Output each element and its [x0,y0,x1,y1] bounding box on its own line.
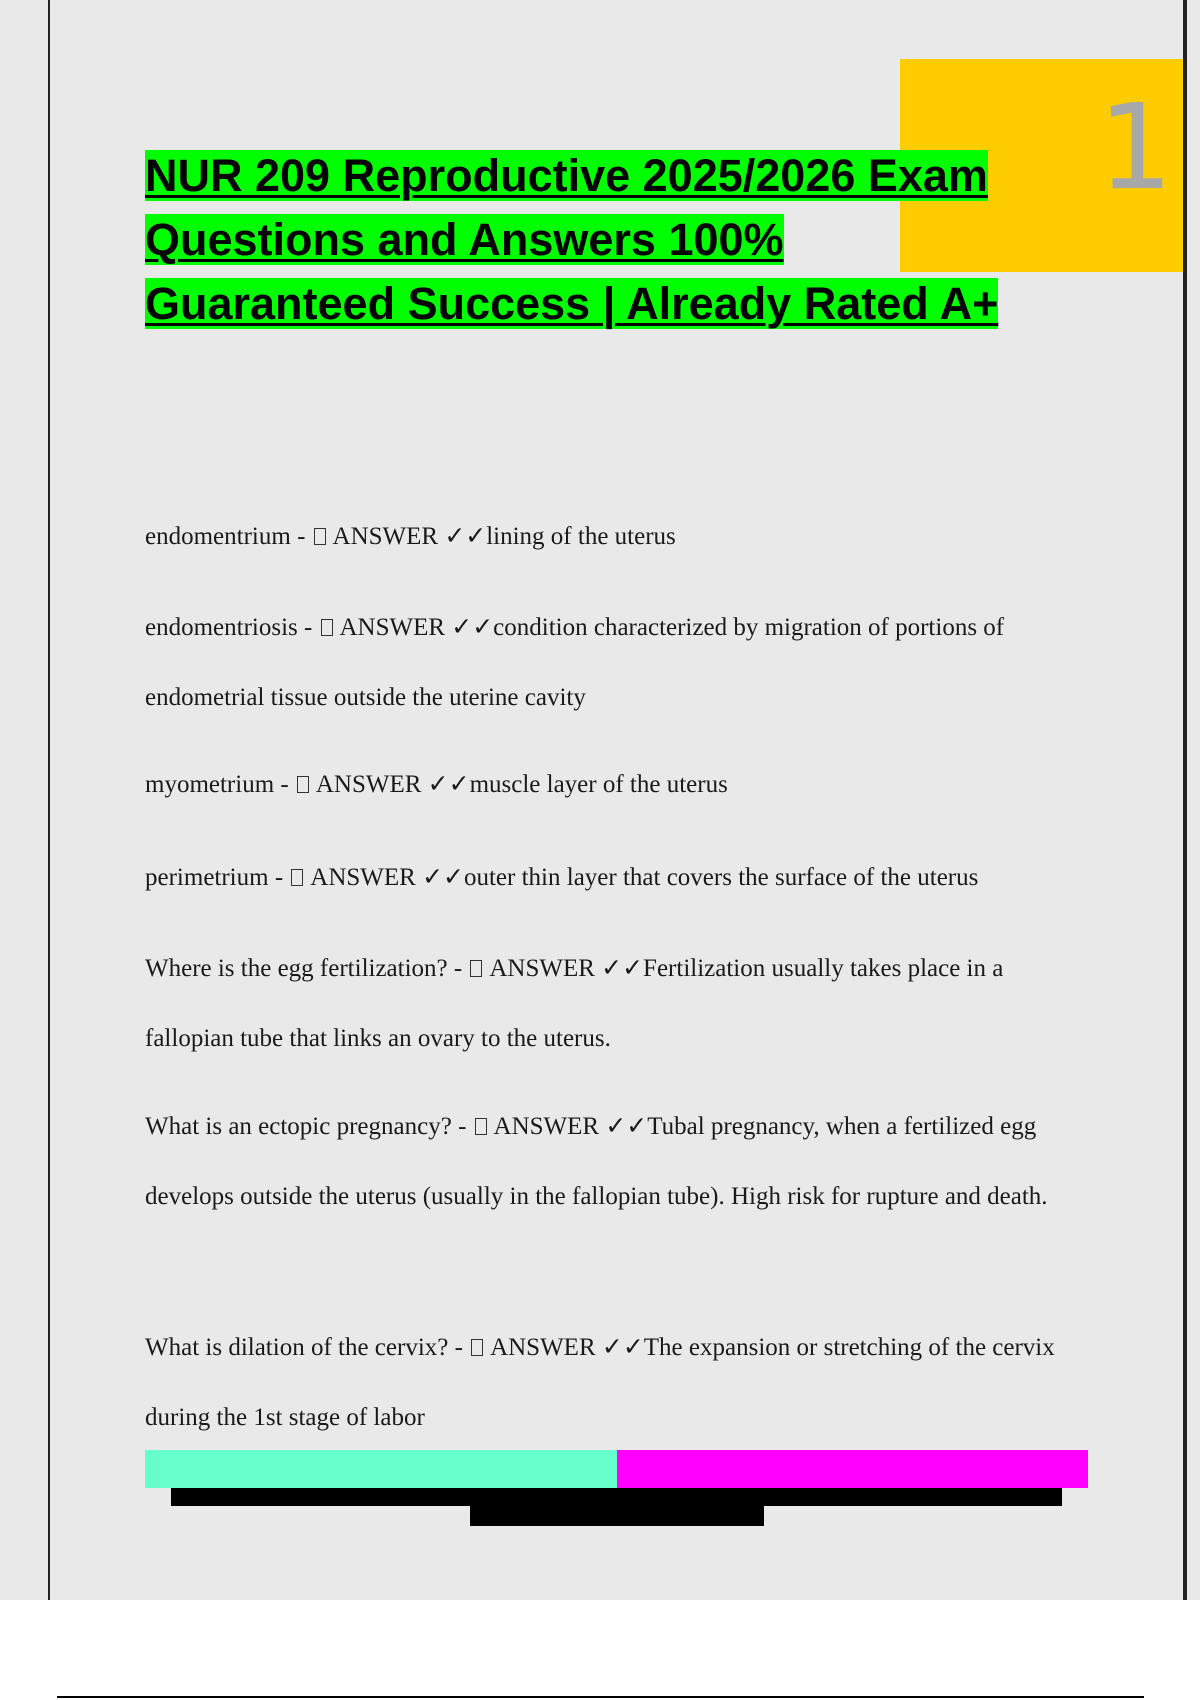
qa-answer: outer thin layer that covers the surface of the uterus [463,864,979,891]
answer-label: ANSWER ✓✓ [332,523,487,550]
qa-entry [145,1092,1090,1232]
missing-glyph-box-icon [471,1339,483,1356]
qa-entry [145,750,1090,820]
title-line-2: Questions and Answers 100% [145,214,784,265]
qa-term: What is dilation of the cervix? [145,1334,449,1361]
document-title [145,144,1085,336]
qa-term: endomentrium [145,523,291,550]
answer-separator: - [454,1334,470,1361]
answer-label: ANSWER ✓✓ [489,955,644,982]
qa-entry [145,934,1090,1074]
missing-glyph-box-icon [470,960,482,977]
footer-bar-magenta [617,1450,1088,1488]
answer-separator: - [274,864,290,891]
qa-answer: condition characterized by migration of portions of endometrial tissue outside the uterine cavity [145,614,1005,711]
answer-label: ANSWER ✓✓ [490,1334,644,1361]
title-line-3: Guaranteed Success | Already Rated A+ [145,278,999,329]
qa-entry [145,843,1090,913]
answer-separator: - [280,771,295,798]
title-line-1: NUR 209 Reproductive 2025/2026 Exam [145,150,988,201]
answer-separator: - [453,955,469,982]
answer-separator: - [297,523,312,550]
qa-entry [145,593,1090,733]
page-left-border [48,0,50,1600]
qa-term: Where is the egg fertilization? [145,955,448,982]
answer-label: ANSWER ✓✓ [493,1113,648,1140]
answer-label: ANSWER ✓✓ [310,864,464,891]
answer-separator: - [458,1113,473,1140]
answer-label: ANSWER ✓✓ [339,614,494,641]
qa-term: myometrium [145,771,275,798]
page-number: 1 [1098,78,1174,216]
qa-answer: Fertilization usually takes place in a fallopian tube that links an ovary to the uterus. [145,955,1004,1052]
qa-answer: Tubal pregnancy, when a fertilized egg develops outside the uterus (usually in the fallopian tube). High risk for rupture and death. [145,1113,1048,1210]
missing-glyph-box-icon [291,869,303,886]
qa-term: perimetrium [145,864,269,891]
qa-term: What is an ectopic pregnancy? [145,1113,452,1140]
missing-glyph-box-icon [314,528,326,545]
footer-bar-black-narrow [470,1506,764,1526]
page-right-border [1183,0,1187,1600]
qa-term: endomentriosis [145,614,298,641]
qa-answer: The expansion or stretching of the cervix during the 1st stage of labor [145,1334,1055,1431]
answer-label: ANSWER ✓✓ [315,771,470,798]
missing-glyph-box-icon [475,1118,487,1135]
bottom-rule [57,1696,1144,1698]
qa-answer: muscle layer of the uterus [469,771,728,798]
footer-bar-cyan [145,1450,617,1488]
qa-entry [145,502,1090,572]
missing-glyph-box-icon [297,776,309,793]
qa-entry [145,1313,1090,1453]
footer-bar-black-wide [171,1488,1062,1506]
answer-separator: - [304,614,319,641]
missing-glyph-box-icon [321,619,333,636]
qa-answer: lining of the uterus [486,523,676,550]
